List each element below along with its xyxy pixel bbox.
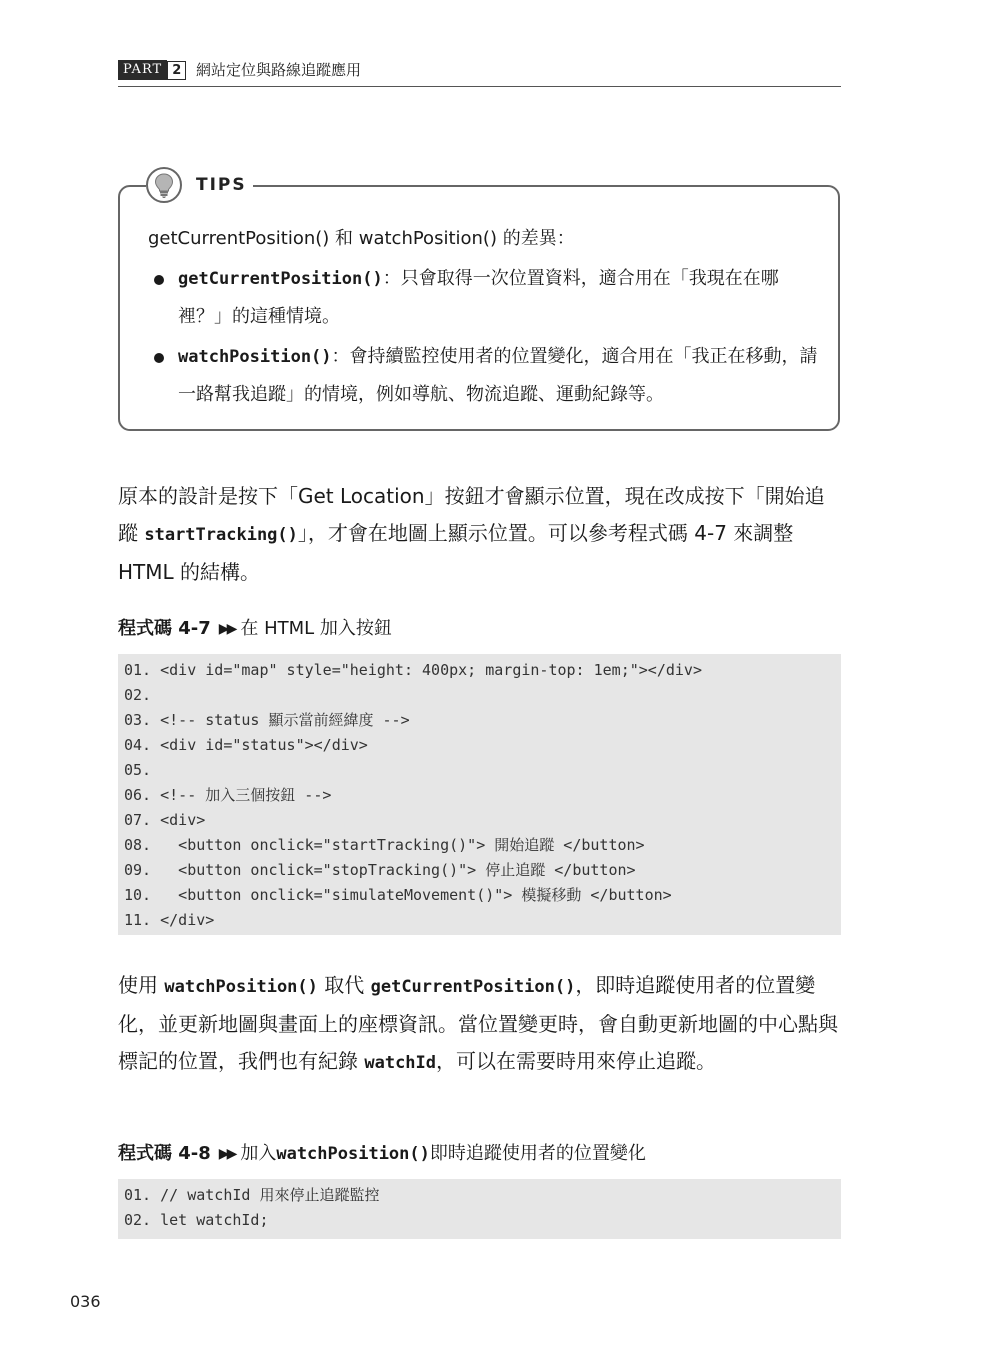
listing-title: 即時追蹤使用者的位置變化 (429, 1143, 646, 1164)
code-line: 01. // watchId 用來停止追蹤監控 (124, 1186, 380, 1204)
paragraph-text: 使用 (118, 973, 165, 997)
code-line: 09. <button onclick="stopTracking()"> 停止追蹤 </button> (124, 861, 636, 879)
part-label: PART (118, 60, 167, 80)
part-tag (118, 60, 186, 80)
listing-title: 加入 (240, 1143, 277, 1164)
inline-code: getCurrentPosition() (370, 977, 576, 997)
tips-item-code: getCurrentPosition() (178, 269, 383, 289)
body-paragraph-1 (118, 478, 842, 591)
tips-heading (146, 166, 253, 204)
code-line: 05. (124, 761, 152, 779)
code-line: 07. <div> (124, 811, 206, 829)
listing-title: 在 HTML 加入按鈕 (240, 618, 392, 639)
code-block-4-7 (118, 654, 841, 935)
paragraph-text: 原本的設計是按下「Get Location」按鈕才會顯示位置，現在改成按下「開始追蹤 (118, 484, 825, 545)
tips-content (148, 220, 818, 414)
listing-caption-4-7 (118, 616, 392, 642)
paragraph-text: ，即時追蹤使用者的位置變化，並更新地圖與畫面上的座標資訊。當位置變更時，會自動更新地圖的中心點與標記的位置，我們也有紀錄 (118, 973, 838, 1073)
inline-code: watchId (364, 1053, 437, 1073)
listing-label: 程式碼 4-7 (118, 618, 211, 639)
double-arrow-icon: ▶▶ (218, 1146, 235, 1162)
code-line: 02. (124, 686, 152, 704)
paragraph-text: 取代 (317, 973, 371, 997)
tips-item-text: ：只會取得一次位置資料，適合用在「我現在在哪裡？」的這種情境。 (178, 268, 779, 327)
code-line: 02. let watchId; (124, 1211, 269, 1229)
chapter-title: 網站定位與路線追蹤應用 (196, 61, 362, 79)
code-line: 11. </div> (124, 911, 215, 929)
listing-caption-4-8 (118, 1141, 646, 1167)
part-number: 2 (167, 61, 186, 80)
listing-title-code: watchPosition() (276, 1144, 430, 1164)
page-number: 036 (70, 1292, 101, 1311)
body-paragraph-2 (118, 967, 842, 1082)
inline-code: watchPosition() (164, 977, 318, 997)
code-line: 06. <!-- 加入三個按鈕 --> (124, 786, 332, 804)
tips-item-watchposition (148, 338, 818, 414)
code-line: 04. <div id="status"></div> (124, 736, 368, 754)
tips-item-code: watchPosition() (178, 347, 332, 367)
double-arrow-icon: ▶▶ (218, 621, 235, 637)
tips-list (148, 260, 818, 414)
tips-intro: getCurrentPosition() 和 watchPosition() 的差異： (148, 228, 575, 249)
code-block-4-8 (118, 1179, 841, 1239)
paragraph-text: ，可以在需要時用來停止追蹤。 (436, 1049, 717, 1073)
code-line: 10. <button onclick="simulateMovement()"> 模擬移動 </button> (124, 886, 672, 904)
paragraph-text: 」，才會在地圖上顯示位置。可以參考程式碼 4-7 來調整 HTML 的結構。 (118, 521, 794, 584)
lightbulb-icon (146, 167, 182, 203)
tips-item-text: ：會持續監控使用者的位置變化，適合用在「我正在移動，請一路幫我追蹤」的情境，例如導航、物流追蹤、運動紀錄等。 (178, 346, 818, 405)
inline-code: startTracking() (144, 525, 298, 545)
listing-label: 程式碼 4-8 (118, 1143, 211, 1164)
code-line: 01. <div id="map" style="height: 400px; margin-top: 1em;"></div> (124, 661, 702, 679)
code-line: 08. <button onclick="startTracking()"> 開始追蹤 </button> (124, 836, 645, 854)
page-header (118, 58, 841, 87)
code-line: 03. <!-- status 顯示當前經緯度 --> (124, 711, 410, 729)
tips-label: TIPS (196, 175, 247, 195)
tips-item-getcurrentposition (148, 260, 818, 336)
